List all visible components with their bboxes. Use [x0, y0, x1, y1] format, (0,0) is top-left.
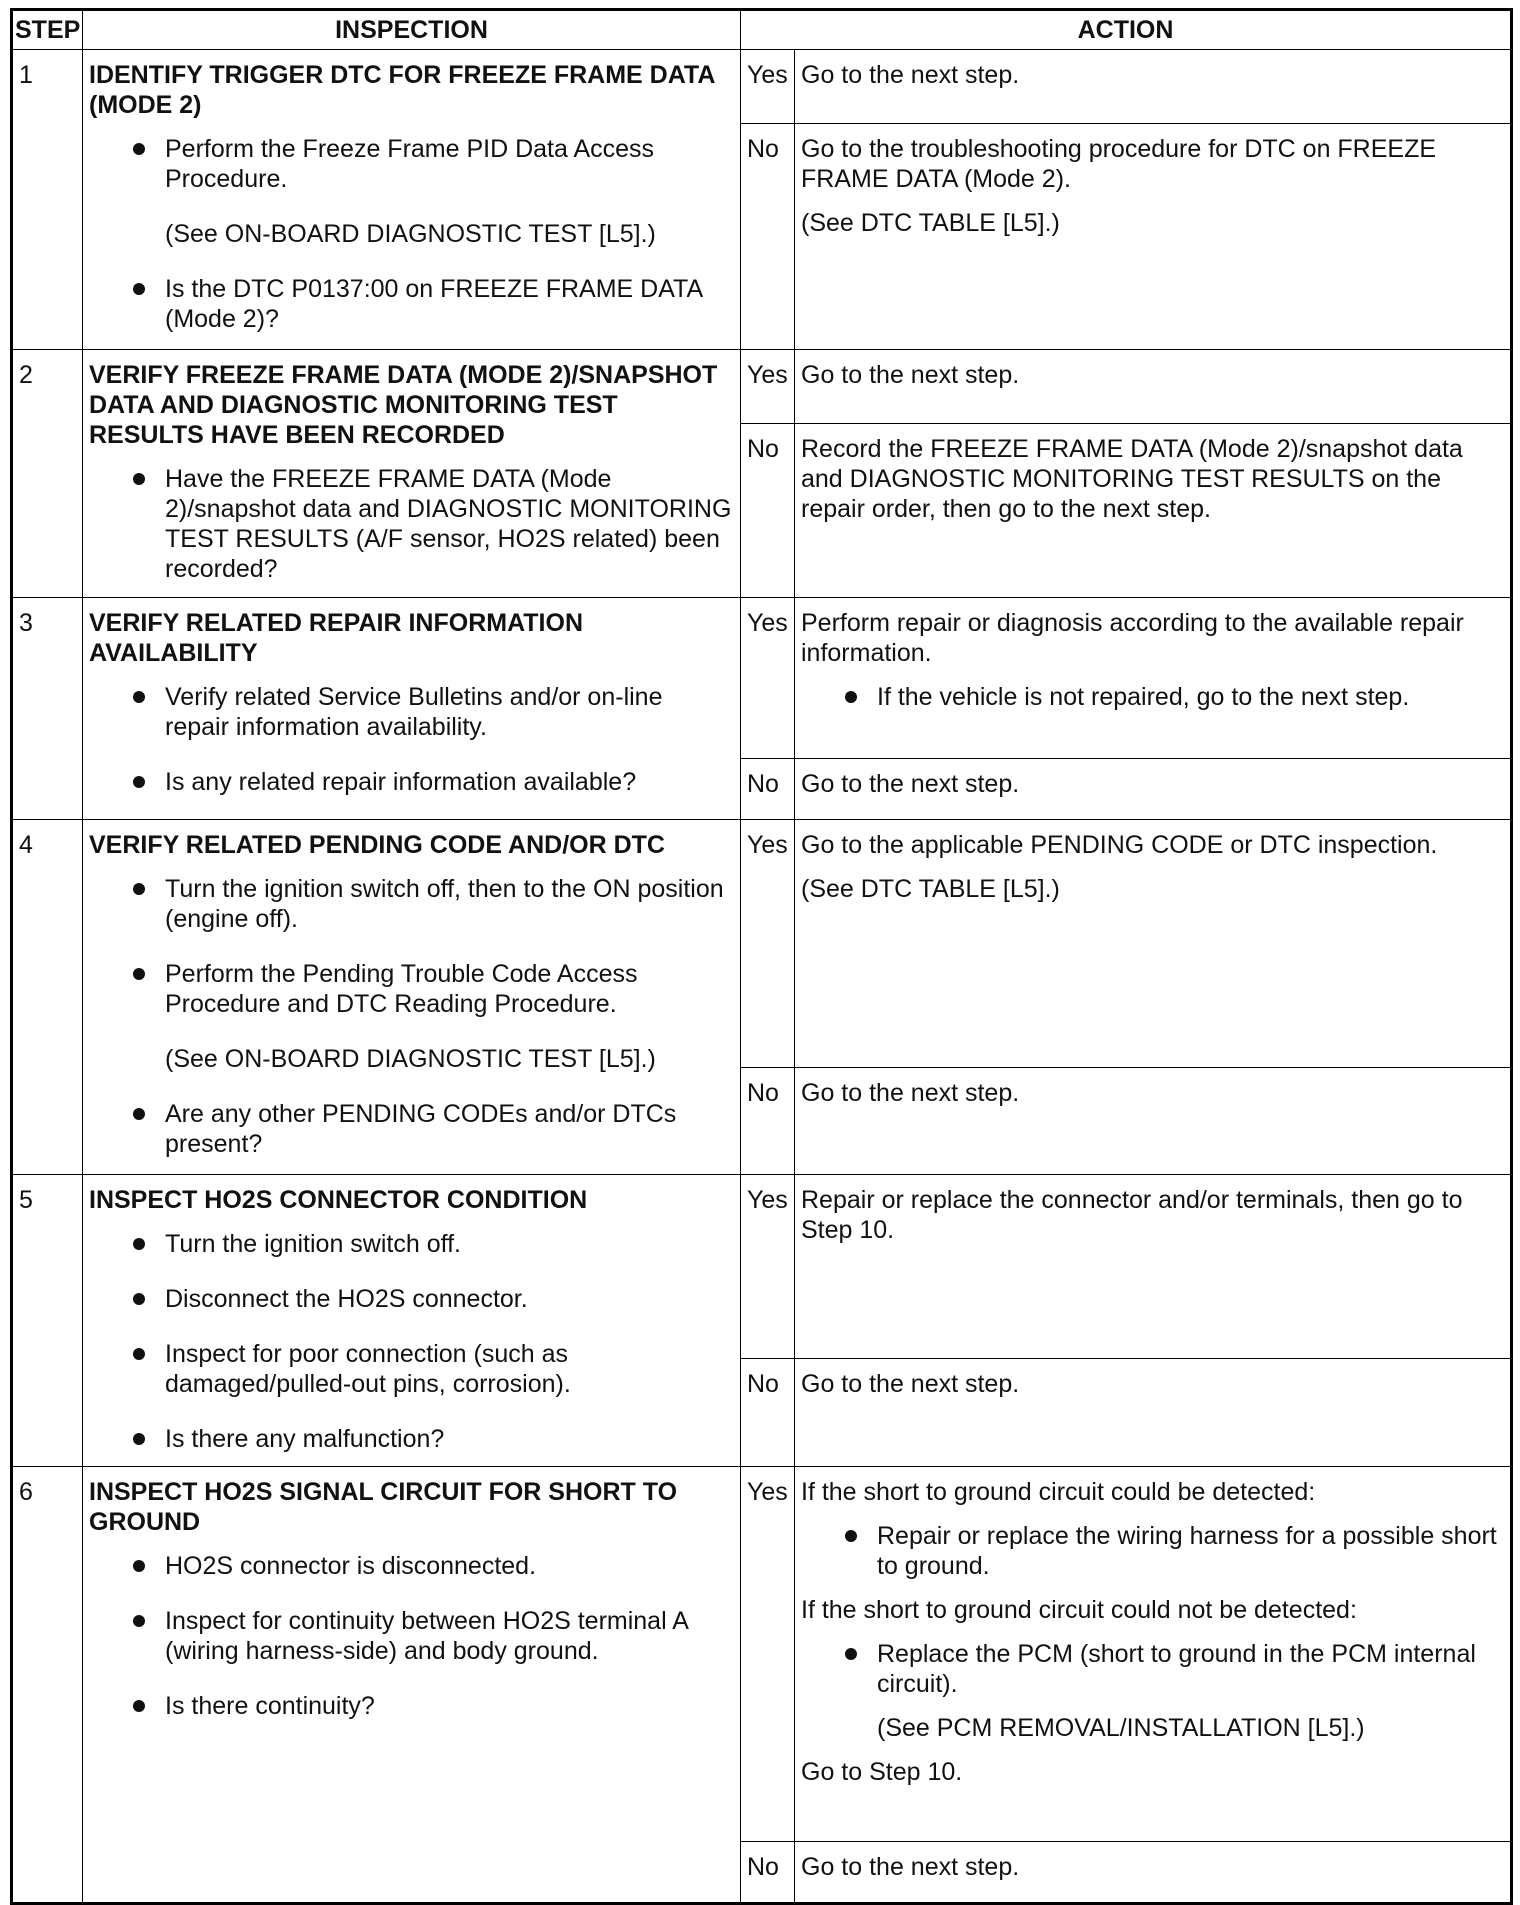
step-number: 3 — [12, 598, 83, 820]
no-label: No — [741, 124, 795, 350]
action-bullet: If the vehicle is not repaired, go to the next step. — [801, 682, 1502, 712]
inspection-reference: (See ON-BOARD DIAGNOSTIC TEST [L5].) — [165, 1045, 656, 1073]
bullet-icon — [133, 473, 145, 485]
yes-action: Repair or replace the connector and/or terminals, then go to Step 10. — [795, 1175, 1512, 1359]
bullet-icon — [133, 1293, 145, 1305]
step-number: 6 — [12, 1467, 83, 1904]
no-label: No — [741, 759, 795, 820]
bullet-icon — [133, 143, 145, 155]
header-action: ACTION — [741, 10, 1512, 50]
yes-label: Yes — [741, 50, 795, 124]
header-step: STEP — [12, 10, 83, 50]
inspection-bullet: Is the DTC P0137:00 on FREEZE FRAME DATA (Mode 2)? — [89, 274, 732, 334]
bullet-icon — [133, 1560, 145, 1572]
bullet-icon — [845, 1530, 857, 1542]
header-row — [12, 10, 1512, 50]
step-6-yes-row — [12, 1467, 1512, 1842]
step-title: VERIFY FREEZE FRAME DATA (MODE 2)/SNAPSHOT DATA AND DIAGNOSTIC MONITORING TEST RESULTS HAVE BEEN RECORDED — [89, 361, 718, 449]
bullet-icon — [845, 691, 857, 703]
step-number: 4 — [12, 820, 83, 1175]
bullet-icon — [133, 968, 145, 980]
bullet-icon — [133, 283, 145, 295]
yes-action: Go to the applicable PENDING CODE or DTC inspection. (See DTC TABLE [L5].) — [795, 820, 1512, 1068]
bullet-icon — [133, 1238, 145, 1250]
action-bullet: Replace the PCM (short to ground in the PCM internal circuit). — [801, 1639, 1502, 1699]
inspection-bullet: Turn the ignition switch off, then to the ON position (engine off). — [89, 874, 732, 934]
inspection-bullet: HO2S connector is disconnected. — [89, 1551, 732, 1581]
inspection-bullet: Disconnect the HO2S connector. — [89, 1284, 732, 1314]
yes-action: Go to the next step. — [795, 50, 1512, 124]
bullet-icon — [133, 1700, 145, 1712]
bullet-icon — [133, 883, 145, 895]
no-action: Go to the next step. — [795, 1068, 1512, 1175]
inspection-bullet: Have the FREEZE FRAME DATA (Mode 2)/snapshot data and DIAGNOSTIC MONITORING TEST RESULTS (A/F sensor, HO2S related) been recorded? — [89, 464, 732, 584]
step-6-inspection — [83, 1467, 741, 1904]
step-number: 1 — [12, 50, 83, 350]
step-2-yes-row — [12, 350, 1512, 424]
inspection-bullet: Inspect for poor connection (such as damaged/pulled-out pins, corrosion). — [89, 1339, 732, 1399]
bullet-icon — [133, 1615, 145, 1627]
inspection-bullet: Is any related repair information available? — [89, 767, 732, 797]
no-label: No — [741, 1842, 795, 1904]
no-action: Go to the next step. — [795, 1359, 1512, 1467]
inspection-bullet: Are any other PENDING CODEs and/or DTCs present? — [89, 1099, 732, 1159]
yes-label: Yes — [741, 598, 795, 759]
no-action: Go to the next step. — [795, 1842, 1512, 1904]
no-action: Record the FREEZE FRAME DATA (Mode 2)/snapshot data and DIAGNOSTIC MONITORING TEST RESULTS on the repair order, then go to the next step. — [795, 424, 1512, 598]
inspection-bullet: Inspect for continuity between HO2S terminal A (wiring harness-side) and body ground. — [89, 1606, 732, 1666]
yes-label: Yes — [741, 1175, 795, 1359]
inspection-bullet: Perform the Pending Trouble Code Access Procedure and DTC Reading Procedure. — [89, 959, 732, 1019]
yes-action: Go to the next step. — [795, 350, 1512, 424]
step-4-yes-row — [12, 820, 1512, 1068]
step-title: VERIFY RELATED PENDING CODE AND/OR DTC — [89, 831, 665, 859]
yes-label: Yes — [741, 350, 795, 424]
bullet-icon — [133, 1433, 145, 1445]
yes-label: Yes — [741, 820, 795, 1068]
no-label: No — [741, 1359, 795, 1467]
bullet-icon — [133, 1348, 145, 1360]
no-label: No — [741, 424, 795, 598]
step-5-yes-row — [12, 1175, 1512, 1359]
action-bullet: Repair or replace the wiring harness for a possible short to ground. — [801, 1521, 1502, 1581]
inspection-bullet: Turn the ignition switch off. — [89, 1229, 732, 1259]
inspection-bullet: Verify related Service Bulletins and/or on-line repair information availability. — [89, 682, 732, 742]
yes-action: If the short to ground circuit could be detected: Repair or replace the wiring harness for a possible short to ground. If the short to ground circuit could not be detected: Replace the PCM (short to ground in the PCM internal circuit). (See PCM REMOVAL/INSTALLATION [L5].) Go to Step 10. — [795, 1467, 1512, 1842]
bullet-icon — [845, 1648, 857, 1660]
inspection-reference: (See ON-BOARD DIAGNOSTIC TEST [L5].) — [165, 220, 656, 248]
yes-label: Yes — [741, 1467, 795, 1842]
no-action: Go to the troubleshooting procedure for DTC on FREEZE FRAME DATA (Mode 2). (See DTC TABLE [L5].) — [795, 124, 1512, 350]
step-3-inspection — [83, 598, 741, 820]
inspection-bullet: Is there continuity? — [89, 1691, 732, 1721]
bullet-icon — [133, 1108, 145, 1120]
step-5-inspection — [83, 1175, 741, 1467]
step-number: 5 — [12, 1175, 83, 1467]
no-action: Go to the next step. — [795, 759, 1512, 820]
inspection-bullet: Perform the Freeze Frame PID Data Access Procedure. — [89, 134, 732, 194]
step-number: 2 — [12, 350, 83, 598]
step-3-yes-row — [12, 598, 1512, 759]
step-title: INSPECT HO2S CONNECTOR CONDITION — [89, 1186, 588, 1214]
step-title: INSPECT HO2S SIGNAL CIRCUIT FOR SHORT TO GROUND — [89, 1478, 678, 1536]
yes-action: Perform repair or diagnosis according to the available repair information. If the vehicle is not repaired, go to the next step. — [795, 598, 1512, 759]
step-1-inspection — [83, 50, 741, 350]
header-inspection: INSPECTION — [83, 10, 741, 50]
step-title: VERIFY RELATED REPAIR INFORMATION AVAILABILITY — [89, 609, 583, 667]
diagnostic-table — [10, 8, 1513, 1905]
step-4-inspection — [83, 820, 741, 1175]
step-1-yes-row — [12, 50, 1512, 124]
bullet-icon — [133, 776, 145, 788]
inspection-bullet: Is there any malfunction? — [89, 1424, 732, 1454]
step-title: IDENTIFY TRIGGER DTC FOR FREEZE FRAME DATA (MODE 2) — [89, 61, 715, 119]
step-2-inspection — [83, 350, 741, 598]
bullet-icon — [133, 691, 145, 703]
no-label: No — [741, 1068, 795, 1175]
